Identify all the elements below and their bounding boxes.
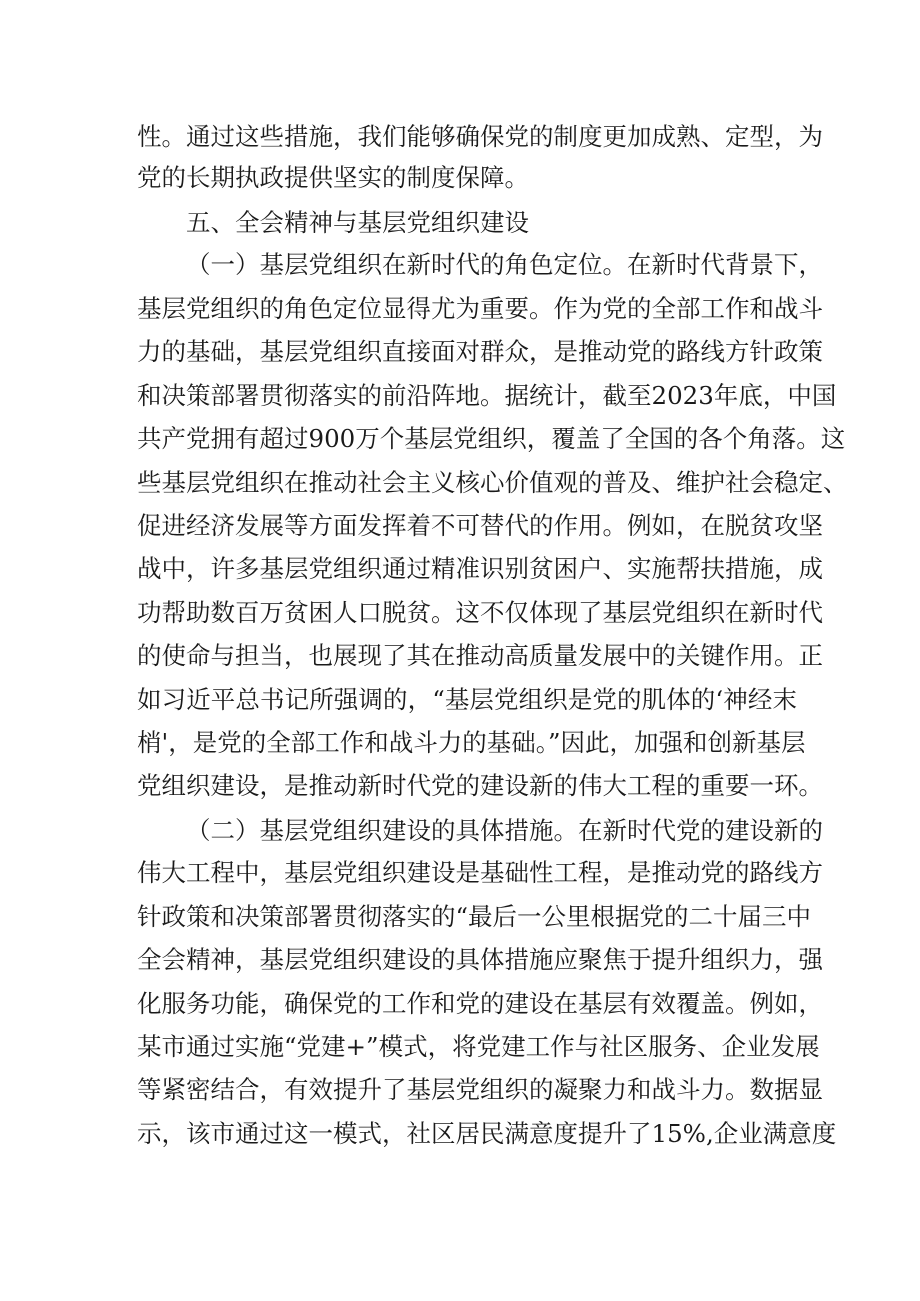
text-line: 的使命与担当，也展现了其在推动高质量发展中的关键作用。正 [137, 641, 823, 670]
text-line: 伟大工程中，基层党组织建设是基础性工程，是推动党的路线方 [137, 858, 823, 887]
text-line: 梢'，是党的全部工作和战斗力的基础。”因此，加强和创新基层 [137, 728, 806, 757]
text-line: 示，该市通过这一模式，社区居民满意度提升了15%,企业满意度 [137, 1119, 837, 1148]
text-line: 和决策部署贯彻落实的前沿阵地。据统计，截至2023年底，中国 [137, 381, 837, 410]
text-line: 促进经济发展等方面发挥着不可替代的作用。例如，在脱贫攻坚 [137, 511, 823, 540]
text-line: 党组织建设，是推动新时代党的建设新的伟大工程的重要一环。 [137, 771, 823, 800]
text-line: 针政策和决策部署贯彻落实的“最后一公里根据党的二十届三中 [137, 902, 812, 931]
text-line: 共产党拥有超过900万个基层党组织，覆盖了全国的各个角落。这 [137, 424, 846, 453]
text-line: 某市通过实施“党建+”模式，将党建工作与社区服务、企业发展 [137, 1032, 820, 1061]
text-line: 基层党组织的角色定位显得尤为重要。作为党的全部工作和战斗 [137, 294, 823, 323]
subsection-heading-line: （二）基层党组织建设的具体措施。在新时代党的建设新的 [186, 816, 823, 845]
text-line: 力的基础，基层党组织直接面对群众，是推动党的路线方针政策 [137, 337, 823, 366]
text-line: 功帮助数百万贫困人口脱贫。这不仅体现了基层党组织在新时代 [137, 598, 823, 627]
section-heading: 五、全会精神与基层党组织建设 [186, 208, 529, 237]
text-line: 全会精神，基层党组织建设的具体措施应聚焦于提升组织力，强 [137, 945, 823, 974]
text-line: 党的长期执政提供坚实的制度保障。 [137, 163, 529, 192]
text-line: 性。通过这些措施，我们能够确保党的制度更加成熟、定型，为 [137, 122, 823, 151]
subsection-heading-line: （一）基层党组织在新时代的角色定位。在新时代背景下， [186, 250, 823, 279]
text-line: 如习近平总书记所强调的，“基层党组织是党的肌体的‘神经末 [137, 685, 797, 714]
text-line: 些基层党组织在推动社会主义核心价值观的普及、维护社会稳定、 [137, 468, 848, 497]
text-line: 等紧密结合，有效提升了基层党组织的凝聚力和战斗力。数据显 [137, 1075, 823, 1104]
text-line: 战中，许多基层党组织通过精准识别贫困户、实施帮扶措施，成 [137, 554, 823, 583]
text-line: 化服务功能，确保党的工作和党的建设在基层有效覆盖。例如， [137, 989, 823, 1018]
